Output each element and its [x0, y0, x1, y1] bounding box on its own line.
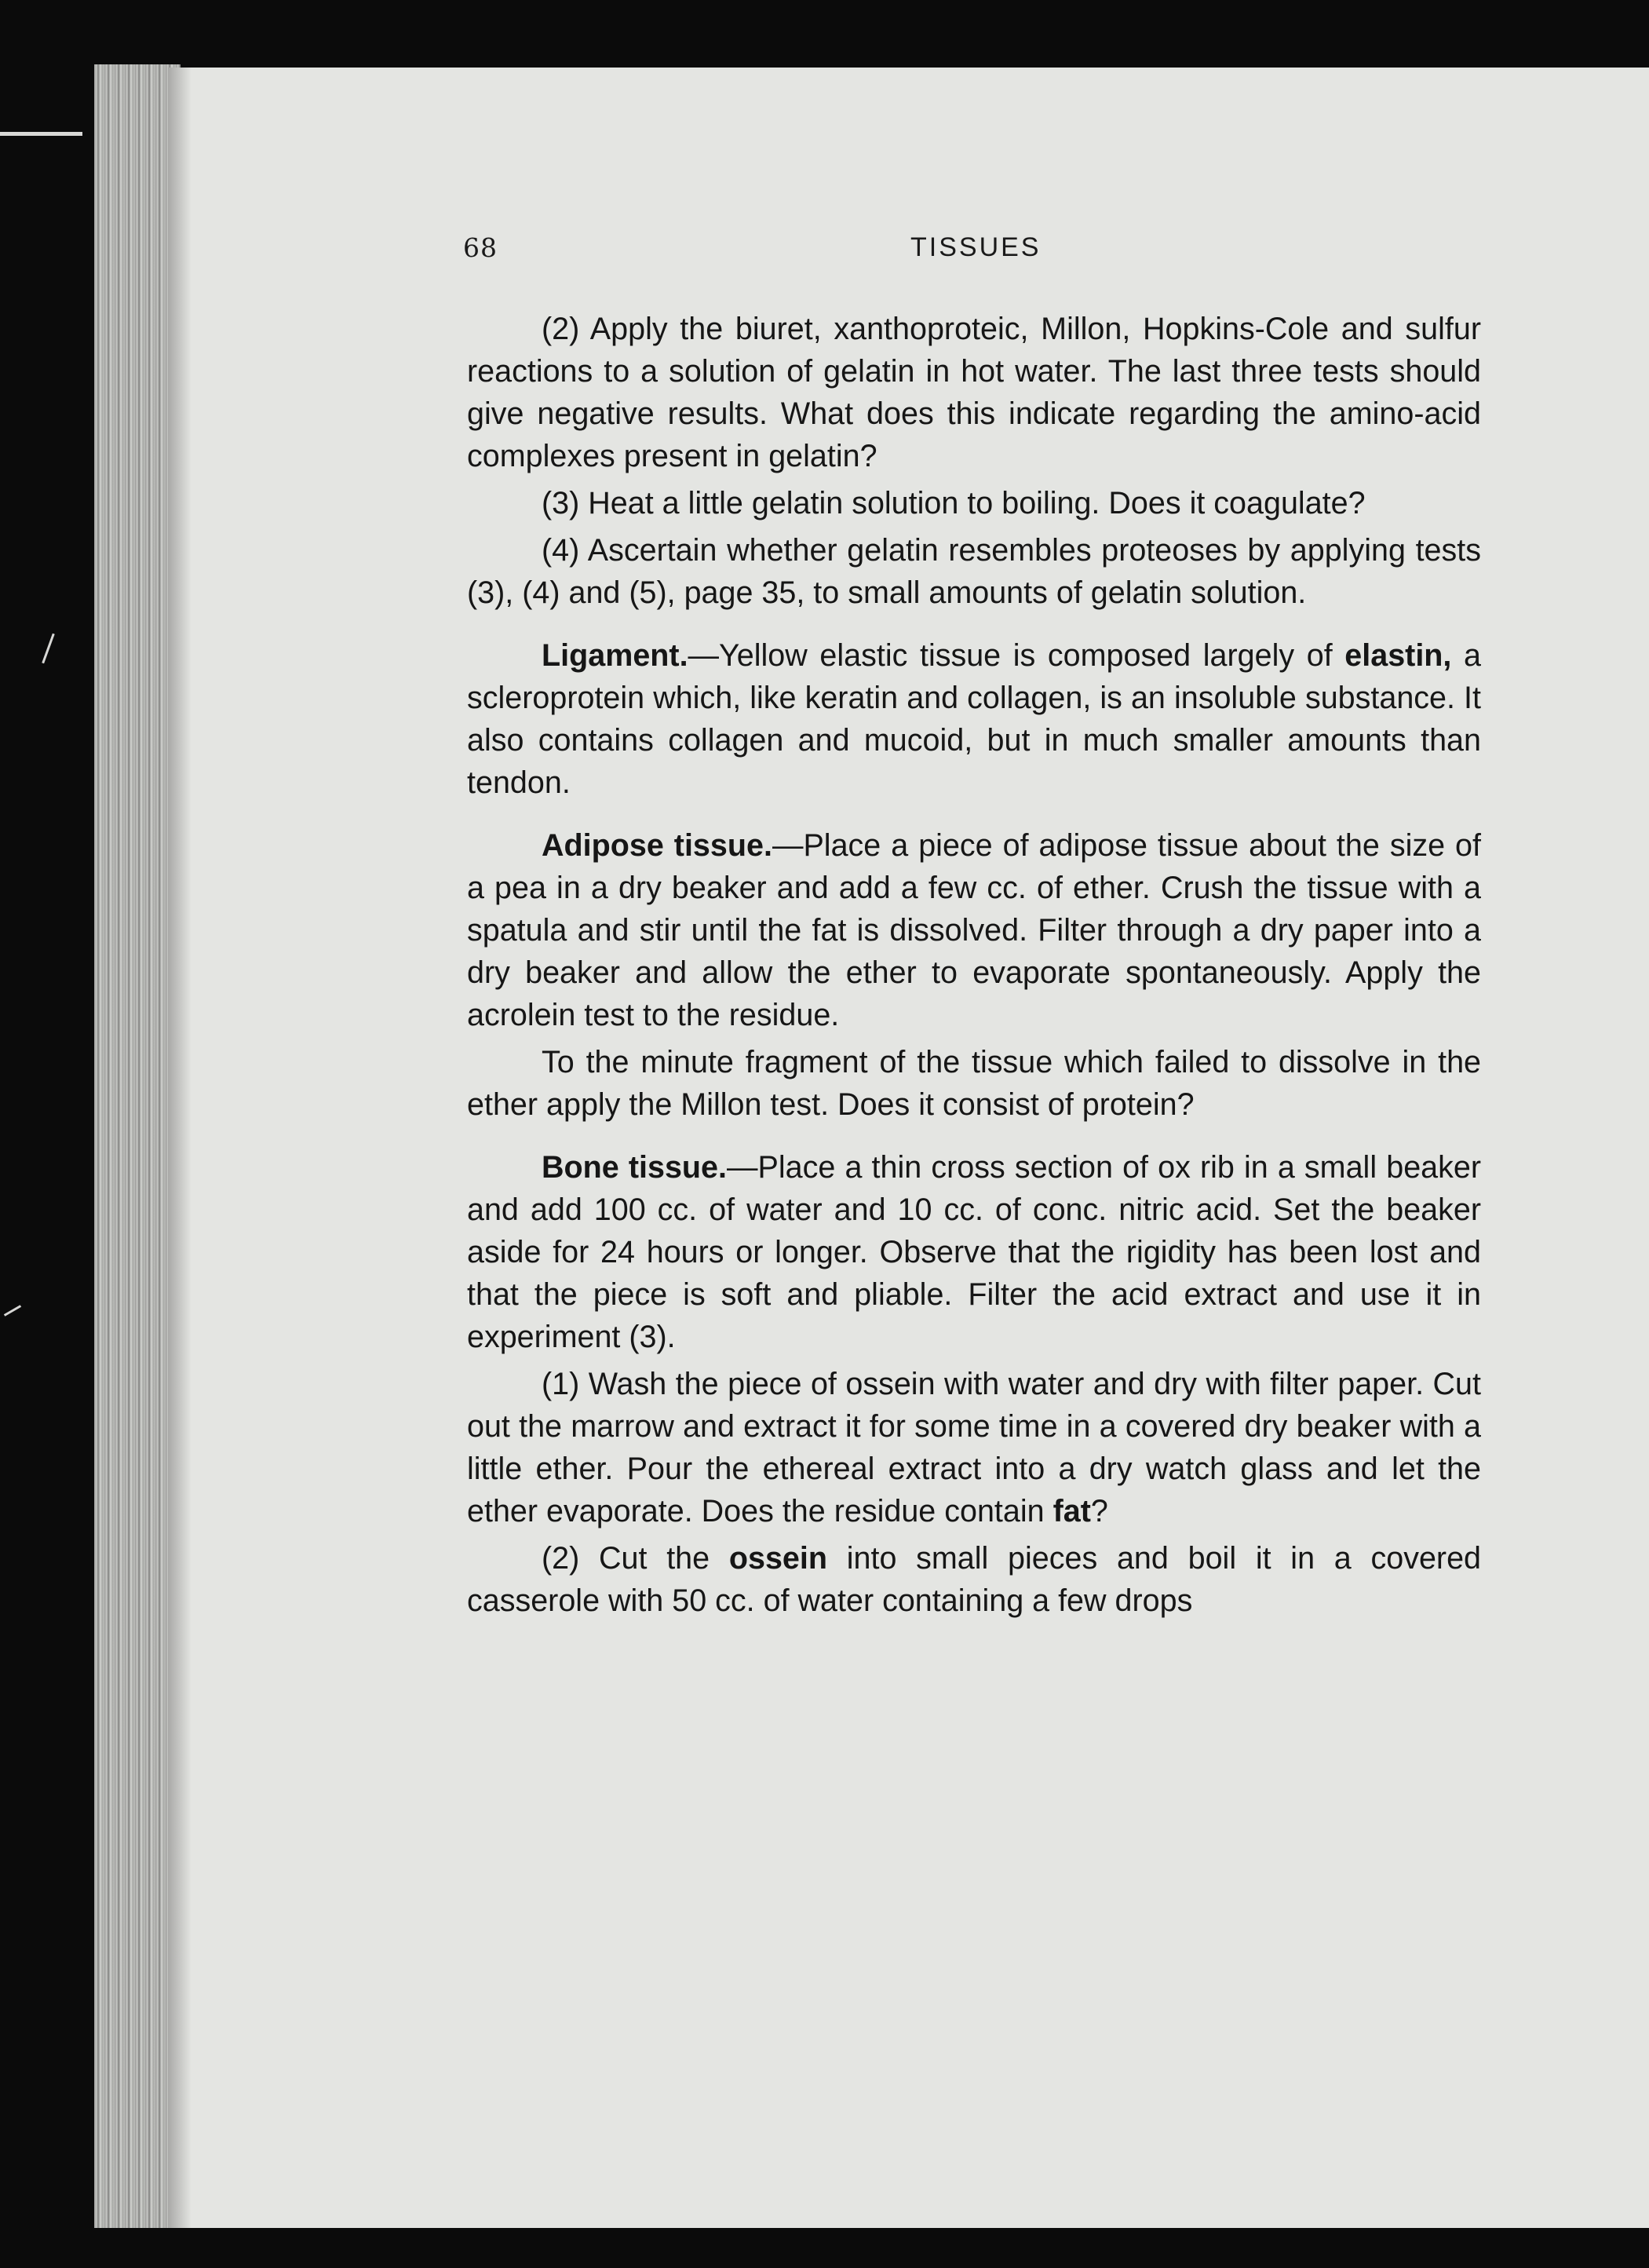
text-body: [467, 308, 1481, 1622]
paragraph-bone-tissue: Bone tissue.—Place a thin cross section of ox rib in a small beaker and add 100 cc. of water and 10 cc. of conc. nitric acid. Set the beaker aside for 24 hours or longer. Observe that the rigidity has been lost and that the piece is soft and pliable. Filter the acid extract and use it in experiment (3).: [467, 1150, 1482, 1354]
term-ossein: ossein: [728, 1541, 827, 1576]
section-heading-adipose-tissue: Adipose tissue.: [542, 828, 772, 863]
page-number: 68: [463, 232, 498, 263]
paragraph-gelatin-test-3: (3) Heat a little gelatin solution to boiling. Does it coagulate?: [542, 486, 1366, 520]
paragraph-gelatin-test-4: (4) Ascertain whether gelatin resembles proteoses by applying tests (3), (4) and (5), page 35, to small amounts of gelatin solution.: [467, 533, 1481, 610]
running-title: TISSUES: [910, 232, 1042, 262]
term-elastin: elastin,: [1344, 638, 1452, 673]
scan-bottom-border: [94, 2228, 1649, 2268]
paragraph-bone-test-2: (2) Cut the ossein into small pieces and boil it in a covered casserole with 50 cc. of water containing a few drops: [467, 1541, 1482, 1618]
paragraph-adipose-millon: To the minute fragment of the tissue which failed to dissolve in the ether apply the Millon test. Does it consist of protein?: [467, 1045, 1481, 1122]
term-fat: fat: [1053, 1494, 1091, 1528]
paragraph-ligament: Ligament.—Yellow elastic tissue is composed largely of elastin, a scleroprotein which, like keratin and collagen, is an insoluble substance. It also contains collagen and mucoid, but in much smaller amounts than tendon.: [467, 638, 1481, 800]
section-heading-bone-tissue: Bone tissue.: [542, 1150, 728, 1185]
scan-artifact-mark: [0, 132, 82, 136]
running-head: [463, 232, 1483, 272]
paragraph-gelatin-test-2: (2) Apply the biuret, xanthoproteic, Millon, Hopkins-Cole and sulfur reactions to a solution of gelatin in hot water. The last three tests should give negative results. What does this indicate regarding the amino-acid complexes present in gelatin?: [467, 312, 1481, 473]
gutter-shadow: [168, 68, 192, 2228]
paragraph-bone-test-1: (1) Wash the piece of ossein with water and dry with filter paper. Cut out the marrow and extract it for some time in a covered dry beaker with a little ether. Pour the ethereal extract into a dry watch glass and let the ether evaporate. Does the residue contain fat?: [467, 1367, 1481, 1528]
section-heading-ligament: Ligament.: [542, 638, 688, 673]
paragraph-adipose-tissue: Adipose tissue.—Place a piece of adipose tissue about the size of a pea in a dry beaker and add a few cc. of ether. Crush the tissue with a spatula and stir until the fat is dissolved. Filter through a dry paper into a dry beaker and allow the ether to evaporate spontaneously. Apply the acrolein test to the residue.: [467, 828, 1481, 1032]
